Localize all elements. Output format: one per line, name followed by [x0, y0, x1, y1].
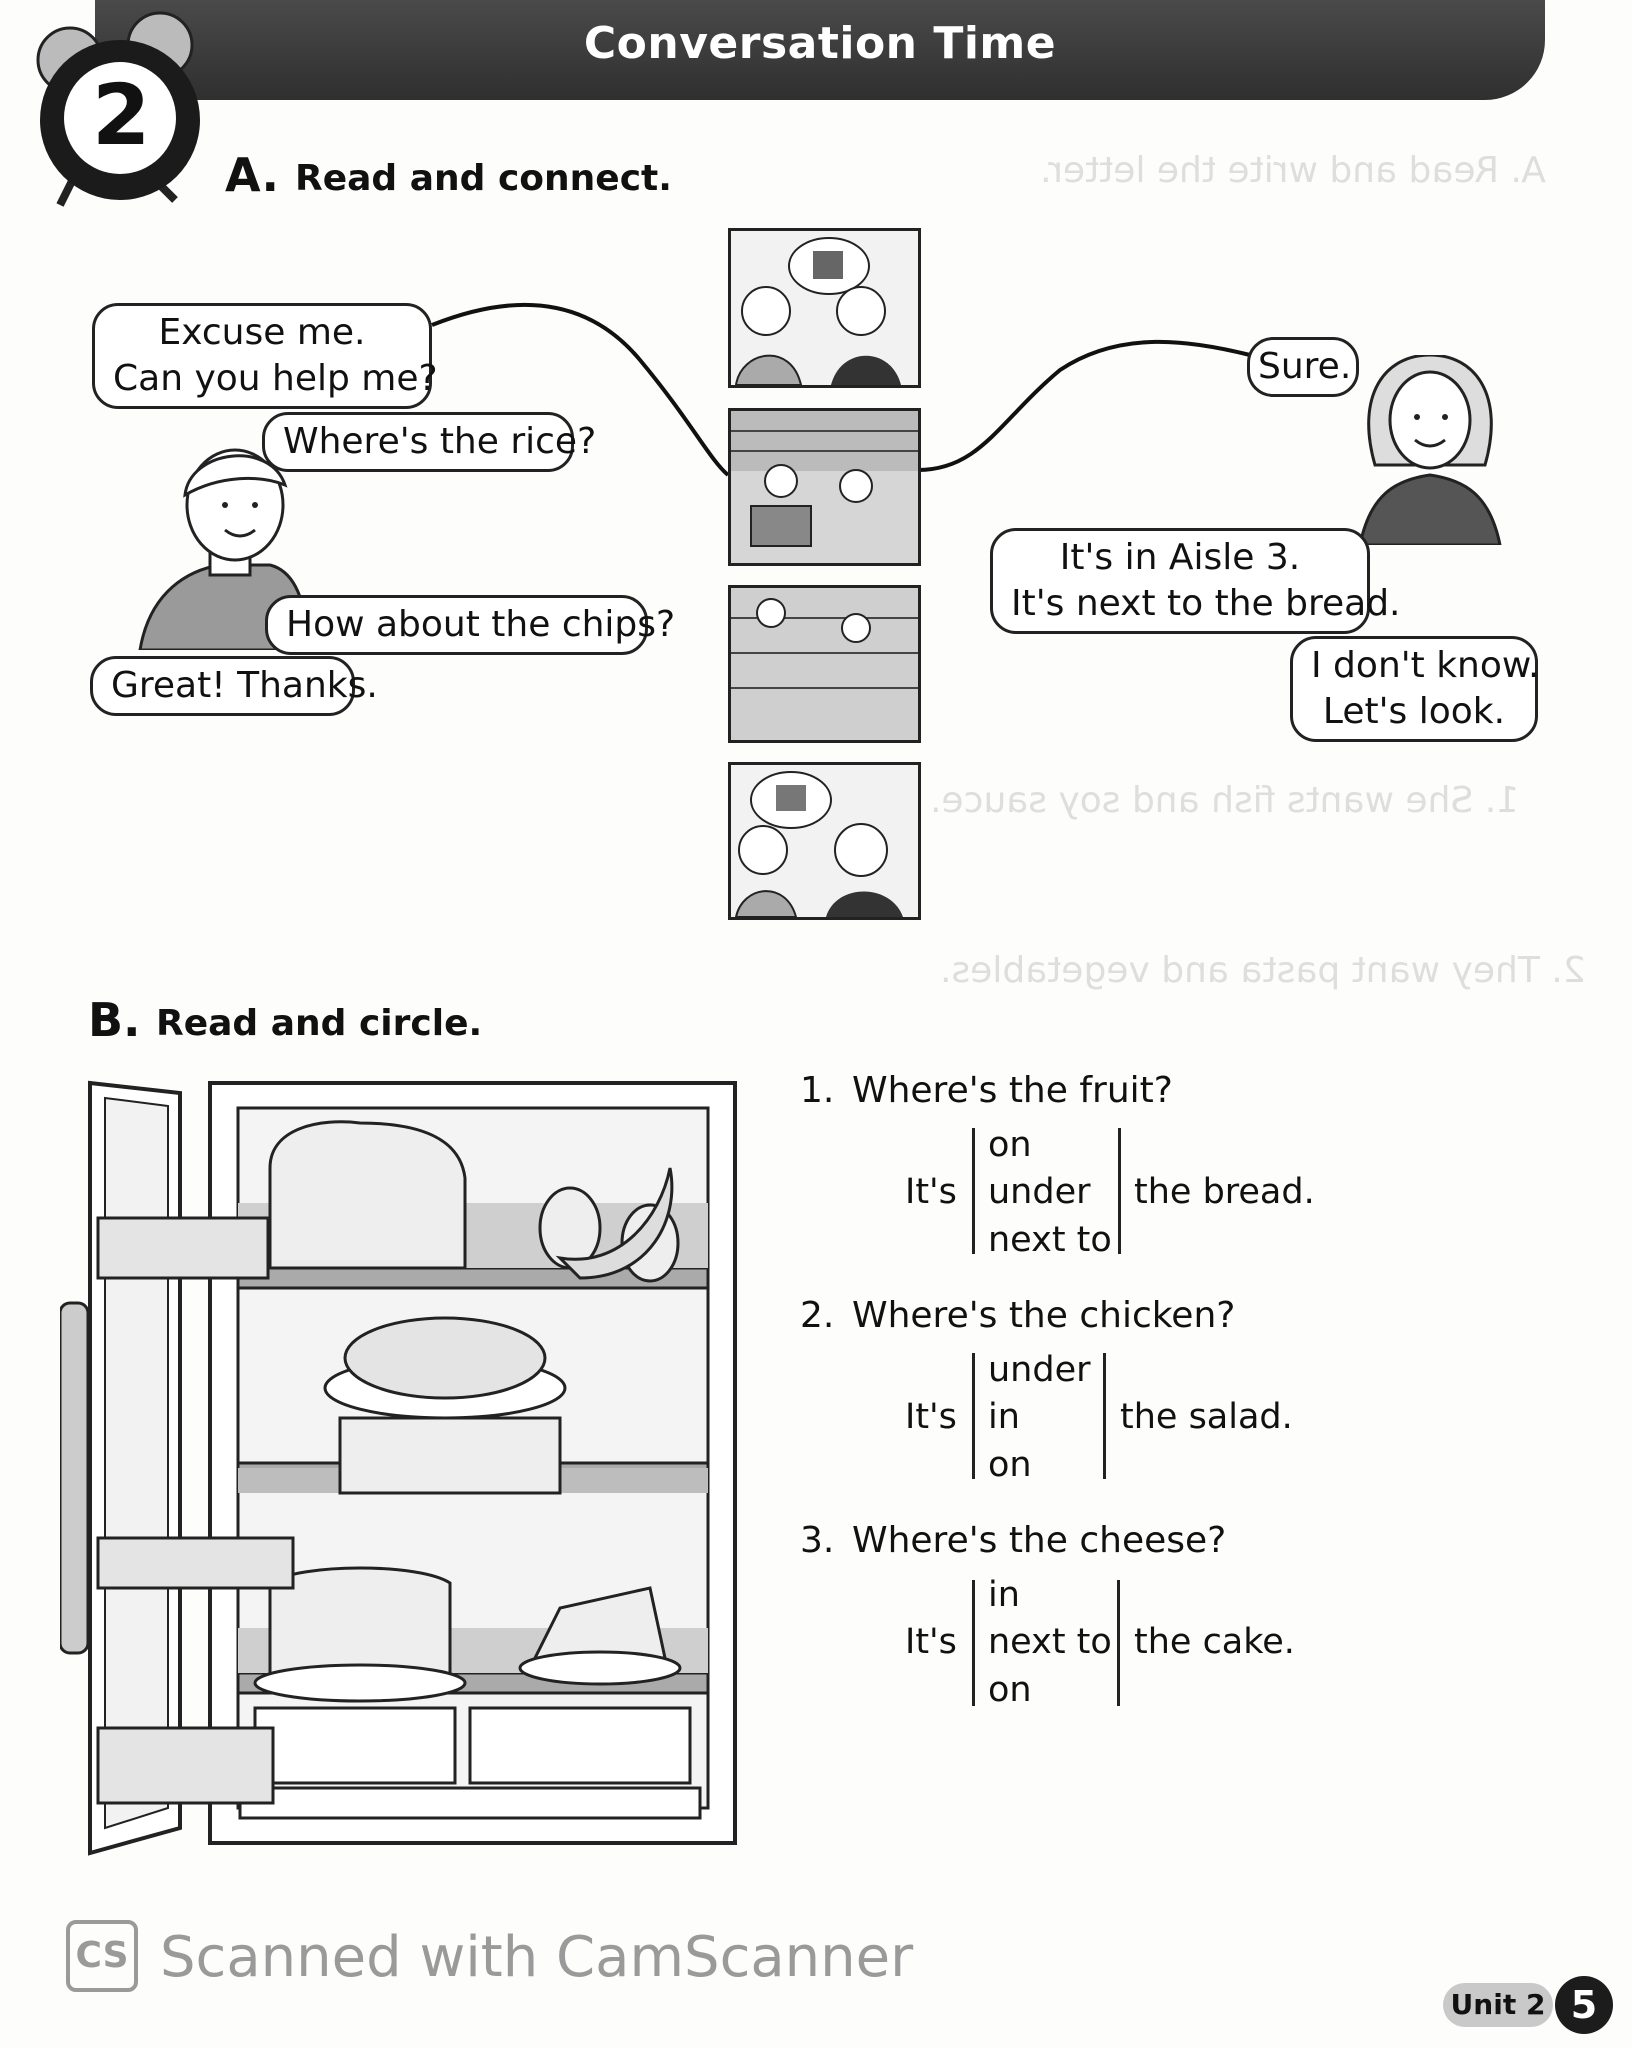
- question-3-text: Where's the cheese?: [852, 1520, 1227, 1561]
- question-2-lead: It's: [905, 1397, 957, 1437]
- question-1-text: Where's the fruit?: [852, 1070, 1173, 1111]
- question-1-lead: It's: [905, 1172, 957, 1212]
- question-1-number: 1.: [800, 1070, 835, 1111]
- scene-4-illustration: [731, 765, 918, 917]
- page-number: 5: [1555, 1976, 1613, 2034]
- boy-bubble-rice: [262, 412, 597, 472]
- bleed-through-text: 2. They want pasta and vegetables.: [940, 950, 1586, 991]
- question-2-number: 2.: [800, 1295, 835, 1336]
- question-3-option-in[interactable]: in: [988, 1575, 1020, 1615]
- bubble-line: Where's the rice?: [283, 421, 597, 462]
- bleed-through-text: 1. She wants fish and soy sauce.: [930, 780, 1520, 821]
- divider-line: [972, 1353, 975, 1479]
- fridge-illustration: [60, 1068, 750, 1858]
- scene-panel-2: [728, 408, 921, 566]
- question-2-option-in[interactable]: in: [988, 1397, 1020, 1437]
- section-b-instruction: Read and circle.: [156, 1003, 483, 1044]
- question-3-option-next-to[interactable]: next to: [988, 1622, 1112, 1662]
- scene-1-illustration: [731, 231, 918, 385]
- girl-bubble-aisle: [990, 528, 1401, 634]
- scene-panel-1: [728, 228, 921, 388]
- section-a-letter: A.: [225, 148, 279, 202]
- bleed-through-text: A. Read and write the letter.: [1040, 150, 1546, 191]
- girl-bubble-dont-know: [1290, 636, 1538, 742]
- question-1-option-next-to[interactable]: next to: [988, 1220, 1112, 1260]
- bubble-line: How about the chips?: [286, 604, 676, 645]
- divider-line: [972, 1580, 975, 1706]
- scene-panel-4: [728, 762, 921, 920]
- bubble-line: I don't know.: [1311, 645, 1540, 686]
- divider-line: [972, 1128, 975, 1254]
- bubble-line: Let's look.: [1322, 691, 1506, 732]
- question-2-object: the salad.: [1120, 1397, 1293, 1437]
- divider-line: [1103, 1353, 1106, 1479]
- boy-bubble-thanks: [90, 656, 378, 716]
- scene-panel-3: [728, 585, 921, 743]
- lesson-number: 2: [92, 66, 151, 164]
- divider-line: [1117, 1580, 1120, 1706]
- question-2-option-on[interactable]: on: [988, 1445, 1032, 1485]
- bubble-line: Great! Thanks.: [111, 665, 378, 706]
- question-3-lead: It's: [905, 1622, 957, 1662]
- boy-bubble-chips: [265, 595, 676, 655]
- question-1-option-under[interactable]: under: [988, 1172, 1091, 1212]
- watermark-text: Scanned with CamScanner: [160, 1925, 914, 1990]
- question-3-option-on[interactable]: on: [988, 1670, 1032, 1710]
- divider-line: [1118, 1128, 1121, 1254]
- bubble-line: It's in Aisle 3.: [1059, 537, 1301, 578]
- question-2-option-under[interactable]: under: [988, 1350, 1091, 1390]
- question-2-text: Where's the chicken?: [852, 1295, 1236, 1336]
- girl-bubble-sure: [1247, 337, 1359, 397]
- camscanner-logo-icon: CS: [66, 1920, 138, 1992]
- bubble-line: Sure.: [1258, 346, 1352, 387]
- section-a-instruction: Read and connect.: [295, 158, 672, 199]
- boy-bubble-excuse: [92, 303, 438, 409]
- unit-label: Unit 2: [1443, 1983, 1553, 2027]
- page-title: Conversation Time: [583, 18, 1057, 69]
- bubble-line: It's next to the bread.: [1011, 583, 1401, 624]
- question-1-object: the bread.: [1134, 1172, 1315, 1212]
- question-3-object: the cake.: [1134, 1622, 1295, 1662]
- scene-2-illustration: [731, 411, 918, 563]
- section-b-letter: B.: [88, 993, 141, 1047]
- bubble-line: Excuse me.: [158, 312, 366, 353]
- bubble-line: Can you help me?: [113, 358, 438, 399]
- question-3-number: 3.: [800, 1520, 835, 1561]
- question-1-option-on[interactable]: on: [988, 1125, 1032, 1165]
- scene-3-illustration: [731, 588, 918, 740]
- girl-illustration: [1355, 355, 1505, 545]
